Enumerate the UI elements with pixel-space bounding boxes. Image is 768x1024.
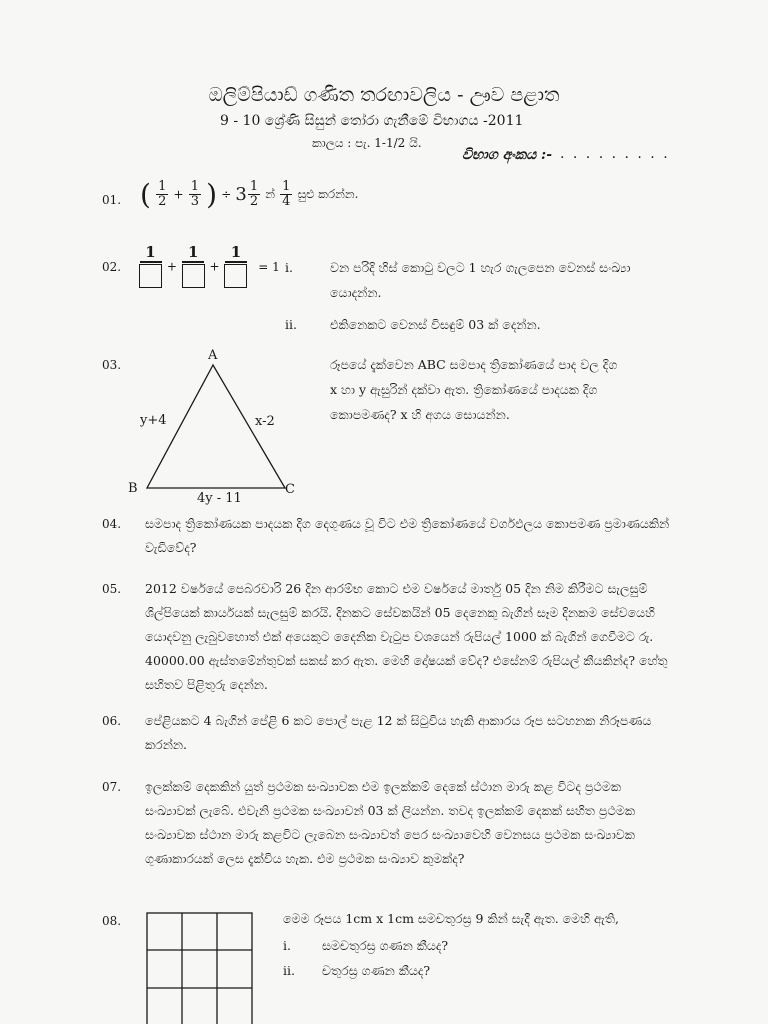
three-by-three-grid [146, 912, 256, 1024]
q2-ii-text: එකිනෙකට වෙනස් විසඳුම් 03 ක් දෙන්න. [330, 317, 541, 332]
side-bc-label: 4y - 11 [197, 491, 242, 506]
index-number-label: විභාග අංකය :- [462, 147, 553, 163]
q2-i-label: i. [285, 260, 293, 275]
q3-line-3: කොපමණද? x හි අගය සොයන්න. [330, 407, 510, 422]
exam-title: ඔලිම්පියාඩ් ගණිත තරඟාවලිය - ඌව පළාත [208, 84, 560, 106]
q1-mixed-whole: 3 [235, 184, 247, 205]
q1-fraction-b: $\frac{1}{3}$ [190, 179, 199, 209]
q1-close-paren: ) [206, 178, 218, 211]
q2-box-fraction-1: 1 [139, 245, 162, 288]
q3-line-1: රූපයේ දැක්වෙන ABC සමපාද ත්‍රිකෝණයේ පාද වල දිග [330, 357, 618, 372]
q1-fraction-a: $\frac{1}{2}$ [158, 179, 167, 209]
question-number-8: 08. [102, 914, 122, 928]
q2-box-fraction-2: 1 [182, 245, 205, 288]
question-number-3: 03. [102, 358, 122, 372]
q1-text: සුළු කරන්න. [297, 187, 359, 201]
vertex-a-label: A [208, 348, 218, 363]
question-number-2: 02. [102, 260, 122, 274]
q1-fraction-c: $\frac{1}{2}$ [249, 179, 259, 209]
side-ac-label: x-2 [255, 414, 275, 429]
grid-outline [147, 913, 252, 1024]
q2-i-text: වන පරිදි හිස් කොටු වලට 1 හැර ගැලපෙන වෙනස් සංඛ්‍යා [330, 260, 631, 275]
q1-open-paren: ( [140, 178, 151, 211]
vertex-b-label: B [128, 481, 138, 496]
exam-duration: කාලය : පැ. 1-1/2 යි. [312, 136, 422, 150]
q8-line-1: මෙම රූපය 1cm x 1cm සමචතුරස්‍ර 9 කින් සැදී ඇත. මෙහි ඇති, [283, 911, 619, 926]
q2-i-text-cont: යොදන්න. [330, 285, 382, 300]
q6-text: පේළියකට 4 බැගින් පේළි 6 කට පොල් පැළ 12 ක් සිටුවිය හැකි ආකාරය රූප සටහනක නිරූපණය කරන්න. [145, 713, 652, 752]
question-number-7: 07. [102, 780, 122, 794]
q2-ii-label: ii. [285, 317, 297, 332]
question-number-6: 06. [102, 714, 122, 728]
question-number-5: 05. [102, 582, 122, 596]
side-ab-label: y+4 [140, 413, 167, 428]
question-number-1: 01. [102, 193, 122, 207]
q7-text: ඉලක්කම් දෙකකින් යුත් ප්‍රථමක සංඛ්‍යාවක එම ඉලක්කම් දෙකේ ස්ථාන මාරු කළ විටද ප්‍රථමක සංඛ්‍යාවක් ලැබේ. එවැනි ප්‍රථමක සංඛ්‍යාවන් 03 ක් ලියන්න. තවද ඉලක්කම් දෙකක් සහිත ප්‍රථමක සංඛ්‍යාවක ස්ථාන මාරු කළවිට ලැබෙන සංඛ්‍යාවත් පෙර සංඛ්‍යාවෙහි වෙනසය ප්‍රථමක සංඛ්‍යාවක ගුණාකාරයක් ලෙස දැක්විය හැක. එම ප්‍රථමක සංඛ්‍යාව කුමක්ද? [145, 779, 635, 866]
q4-text: සමපාද ත්‍රිකෝණයක පාදයක දිග දෙගුණය වූ විට එම ත්‍රිකෝණයේ වර්ගඵලය කොපමණ ප්‍රමාණයකින් වැඩිවේද? [145, 516, 670, 555]
q2-blank-box [224, 264, 247, 288]
q8-ii-label: ii. [283, 963, 295, 978]
q3-line-2: x හා y ඇසුරින් දක්වා ඇත. ත්‍රිකෝණයේ පාදයක දිග [330, 382, 598, 397]
q8-i-label: i. [283, 938, 291, 953]
q2-blank-box [182, 264, 205, 288]
q2-expression: 1 + 1 + 1 = 1 [138, 245, 280, 288]
q2-blank-box [139, 264, 162, 288]
q1-fraction-d: $\frac{1}{4}$ [282, 179, 291, 209]
q8-ii-text: චතුරස්‍ර ගණන කීයද? [322, 963, 431, 978]
question-number-4: 04. [102, 517, 122, 531]
vertex-c-label: C [285, 482, 295, 497]
q8-i-text: සමචතුරස්‍ර ගණන කීයද? [322, 938, 449, 953]
exam-subtitle: 9 - 10 ශ්‍රේණි සිසුන් තෝරා ගැනීමේ විභාගය -2011 [220, 113, 524, 129]
q2-box-fraction-3: 1 [224, 245, 247, 288]
index-number-blank: . . . . . . . . . [560, 146, 670, 162]
q1-expression: ( $\frac{1}{2}$ + $\frac{1}{3}$ ) ÷ 3 $\frac{1}{2}$ න් $\frac{1}{4}$ සුළු කරන්න. [140, 178, 359, 211]
q5-text: 2012 වර්ෂයේ පෙබරවාරි 26 දින ආරම්භ කොට එම වර්ෂයේ මාර්තු 05 දින නිම කිරීමට සැලසුම් ශිල්පියෙක් කාර්යයක් සැලසුම් කරයි. දිනකට සේවකයින් 05 දෙනෙකු බැගින් සෑම දිනකම සේවයෙහි යොදවනු ලැබුවහොත් එක් අයෙකුට දෛනික වැටුප වශයෙන් රුපියල් 1000 ක් බැගින් ගෙවීමට රු. 40000.00 ඇස්තමේන්තුවක් සකස් කර ඇත. මෙහි දෝෂයක් වේද? එසේනම් රුපියල් කීයකින්ද? හේතු සහිතව පිළිතුරු දෙන්න. [145, 581, 668, 692]
